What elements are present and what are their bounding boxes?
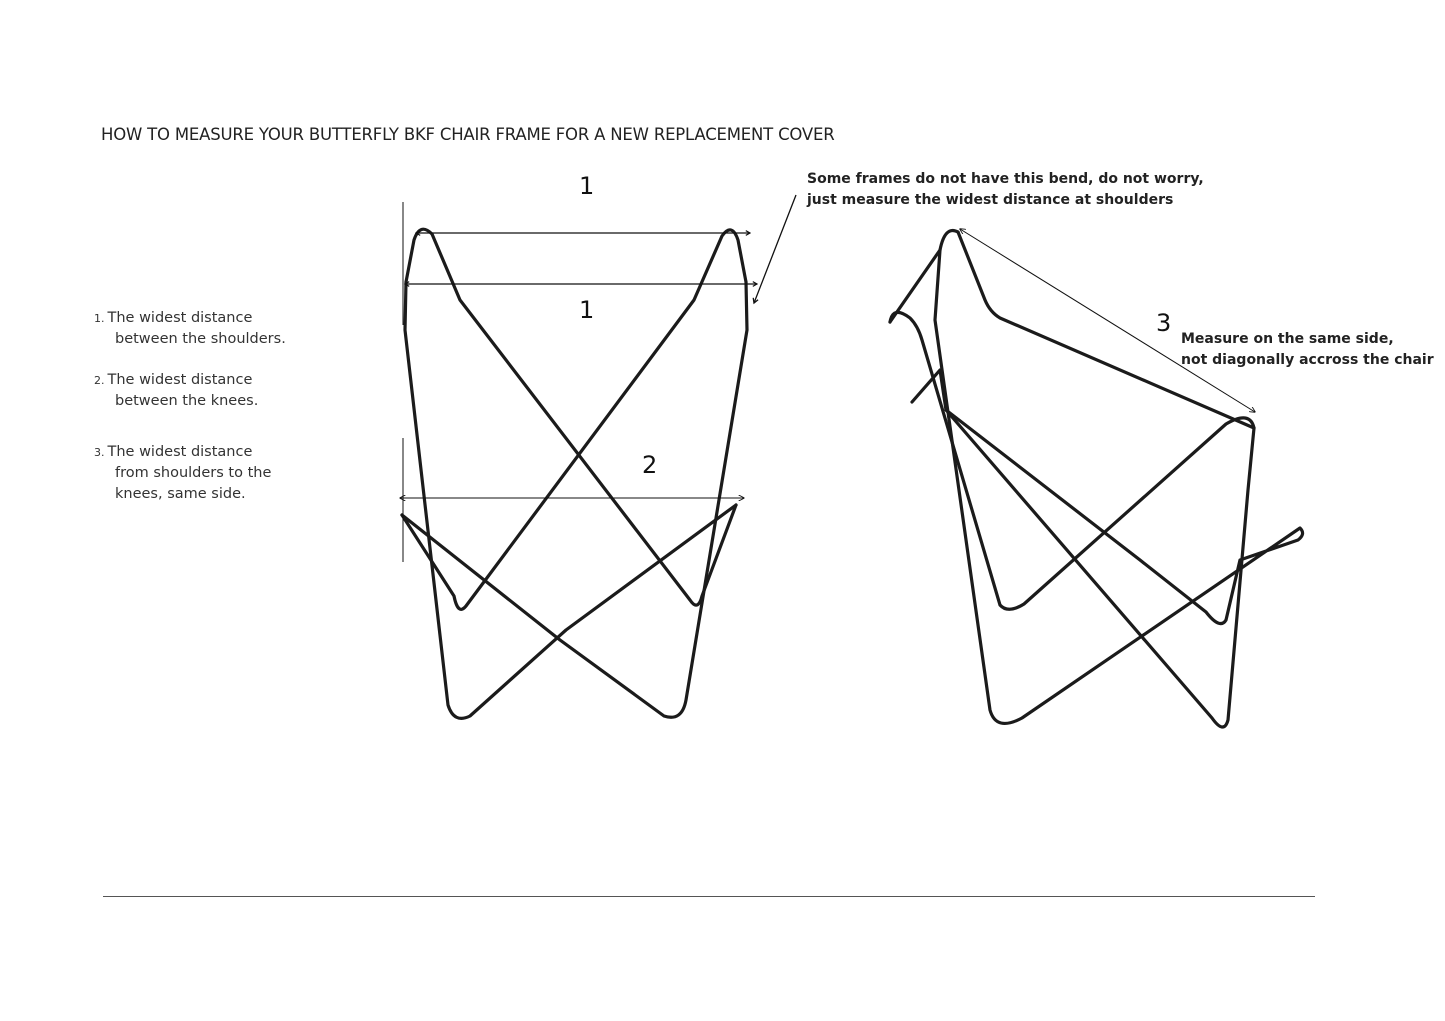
side-frame-back-loop [890,312,1254,727]
instruction-text-line2: between the shoulders. [115,331,286,347]
footer-divider [103,896,1315,897]
side-frame-shoulder [958,232,1254,428]
page-title: HOW TO MEASURE YOUR BUTTERFLY BKF CHAIR FRAME FOR A NEW REPLACEMENT COVER [101,125,835,144]
instruction-text-line1: The widest distance [107,444,253,460]
front-frame-left-loop [406,229,736,605]
same-side-note-line2: not diagonally accross the chair [1181,352,1434,368]
instruction-number: 3. [94,446,105,459]
dimension-label-side: 3 [1156,309,1172,337]
bend-pointer-arrow [754,195,796,303]
instruction-text-line1: The widest distance [107,310,253,326]
side-frame-tall-loop [890,230,958,322]
instruction-text-line2: between the knees. [115,393,259,409]
dimension-label-shoulders-bend: 1 [579,296,595,324]
instruction-number: 1. [94,312,105,325]
front-frame-left-side [405,282,736,718]
front-frame-right-side [402,282,747,717]
same-side-note-line1: Measure on the same side, [1181,331,1394,347]
instruction-text-line1: The widest distance [107,372,253,388]
front-chair-frame [402,229,747,718]
bend-note-line1: Some frames do not have this bend, do not worry, [807,171,1204,187]
instruction-text-line2: from shoulders to the [115,465,272,481]
instruction-text-line3: knees, same side. [115,486,246,502]
dimension-label-knees: 2 [642,451,658,479]
bend-note-line2: just measure the widest distance at shoulders [807,192,1174,208]
instruction-number: 2. [94,374,105,387]
side-chair-frame [890,230,1303,727]
dimension-label-shoulders-top: 1 [579,172,595,200]
